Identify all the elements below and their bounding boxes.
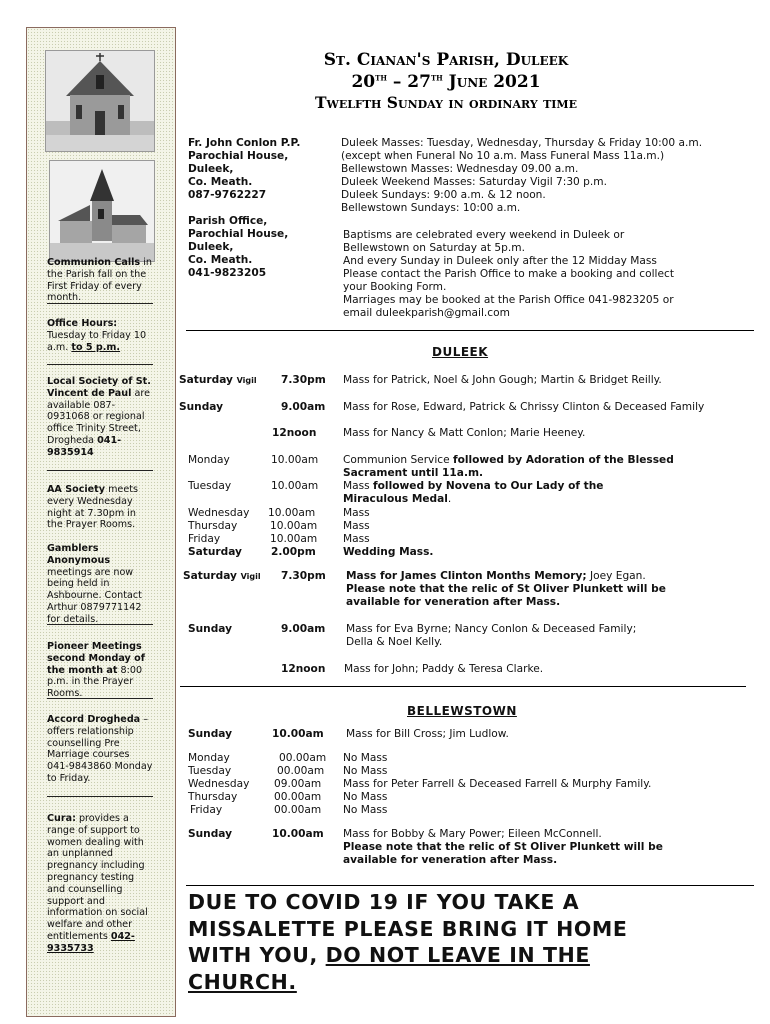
schedule-text: No Mass [343,752,388,764]
section-divider [186,330,754,331]
communion-calls-title: Communion Calls [47,257,141,268]
info-line: Duleek Sundays: 9:00 a.m. & 12 noon. [341,189,546,201]
svp-text: are available 087-0931068 or regional office Trinity Street, Drogheda [47,387,150,446]
sunday-title: Twelfth Sunday in ordinary time [315,93,577,112]
accord-text: – offers relationship counselling Pre Marriage courses 041-9843860 Monday to Friday. [47,714,153,784]
schedule-time: 10.00am [271,480,319,492]
ga-title: Gamblers Anonymous [47,543,111,566]
schedule-day: Sunday [179,401,224,413]
aa-society-note [47,484,153,531]
schedule-day: Sunday [188,828,233,840]
date-range [176,72,716,92]
schedule-day: Thursday [188,520,238,532]
schedule-text: No Mass [343,791,388,803]
accord-note [47,714,153,785]
covid-line: DUE TO COVID 19 IF YOU TAKE A [188,890,580,914]
contact-line: Parochial House, [188,150,289,162]
schedule-text: Communion Service followed by Adoration of the Blessed Sacrament until 11a.m. [343,454,674,479]
church-photo-bellewstown [49,160,155,262]
schedule-time: 09.00am [274,778,322,790]
schedule-day: Saturday Vigil [179,374,257,386]
schedule-day: Thursday [188,791,238,803]
duleek-heading: DULEEK [432,345,489,359]
communion-calls-note [47,257,153,304]
schedule-text: No Mass [343,765,388,777]
pioneer-note [47,641,153,700]
covid-line: WITH YOU, DO NOT LEAVE IN THE [188,943,590,967]
office-hours-title: Office Hours: [47,318,118,329]
schedule-time: 12noon [281,663,326,675]
schedule-text: Mass for Eva Byrne; Nancy Conlon & Deceased Family; Della & Noel Kelly. [346,623,637,648]
sidebar-divider [47,470,153,471]
schedule-text: Mass for Peter Farrell & Deceased Farrell & Murphy Family. [343,778,652,790]
aa-title: AA Society [47,484,106,495]
info-line: your Booking Form. [343,281,447,293]
schedule-day: Wednesday [188,507,250,519]
schedule-day: Wednesday [188,778,250,790]
covid-line: MISSALETTE PLEASE BRING IT HOME [188,916,628,941]
schedule-time: 10.00am [272,728,324,740]
schedule-text: Mass for Nancy & Matt Conlon; Marie Heeney. [343,427,586,439]
section-divider [186,885,754,886]
schedule-text: Mass for Patrick, Noel & John Gough; Martin & Bridget Reilly. [343,374,662,386]
schedule-day: Tuesday [188,480,232,492]
schedule-time: 10.00am [270,520,318,532]
schedule-day: Saturday [188,546,242,558]
schedule-day: Friday [190,804,223,816]
info-line: Marriages may be booked at the Parish Office 041-9823205 or [343,294,674,306]
contact-line: Fr. John Conlon P.P. [188,137,301,149]
church-photo-duleek [45,50,155,152]
schedule-time: 9.00am [281,623,326,635]
schedule-text: Mass for John; Paddy & Teresa Clarke. [344,663,544,675]
contact-line: Co. Meath. [188,176,253,188]
info-line: Bellewstown Masses: Wednesday 09.00 a.m. [341,163,579,175]
info-line: Duleek Masses: Tuesday, Wednesday, Thursday & Friday 10:00 a.m. [341,137,703,149]
schedule-text: Mass [343,533,370,545]
schedule-time: 9.00am [281,401,326,413]
info-line: Please contact the Parish Office to make a booking and collect [343,268,674,280]
schedule-text: Mass for Bill Cross; Jim Ludlow. [346,728,509,740]
schedule-time: 7.30pm [281,374,326,386]
info-line: Bellewstown on Saturday at 5p.m. [343,242,525,254]
schedule-text: Mass for Bobby & Mary Power; Eileen McConnell. Please note that the relic of St Oliver Plunkett will be available for veneration after Mass. [343,828,663,866]
priest-contact [188,137,338,202]
info-line: (except when Funeral No 10 a.m. Mass Funeral Mass 11a.m.) [341,150,665,162]
schedule-day: Monday [188,454,230,466]
date-month: June 2021 [442,72,541,92]
accord-title: Accord Drogheda [47,714,141,725]
contact-line: Parish Office, [188,215,268,227]
schedule-day: Friday [188,533,221,545]
schedule-text: No Mass [343,804,388,816]
schedule-time: 00.00am [277,765,325,777]
contact-line: Co. Meath. [188,254,253,266]
contact-line: Parochial House, [188,228,289,240]
sidebar-divider [47,698,153,699]
cura-text: provides a range of support to women dealing with an unplanned pregnancy including pregnancy testing and counselling support and information on social welfare and other entitlements [47,813,148,942]
office-hours-note [47,318,153,353]
schedule-time: 10.00am [268,507,316,519]
schedule-time: 10.00am [272,828,324,840]
date-end: – 27 [386,72,431,92]
schedule-time: 10.00am [271,454,319,466]
covid-notice [188,889,708,995]
date-suffix: th [375,72,387,84]
date-start: 20 [351,72,376,92]
bellewstown-heading: BELLEWSTOWN [407,704,517,718]
schedule-time: 00.00am [274,804,322,816]
schedule-text: Mass for James Clinton Months Memory; Joey Egan. Please note that the relic of St Oliver Plunkett will be available for veneration after Mass. [346,570,666,608]
schedule-day: Monday [188,752,230,764]
office-contact [188,215,338,280]
pioneer-title: Pioneer Meetings second Monday of the month at [47,641,145,676]
gamblers-anonymous-note [47,543,153,626]
schedule-text: Mass [343,520,370,532]
schedule-time: 00.00am [274,791,322,803]
info-line: And every Sunday in Duleek only after the 12 Midday Mass [343,255,657,267]
schedule-time: 10.00am [270,533,318,545]
contact-line: Duleek, [188,163,234,175]
schedule-time: 12noon [272,427,317,439]
sidebar-divider [47,796,153,797]
covid-line: CHURCH. [188,969,297,994]
schedule-time: 2.00pm [271,546,316,558]
mass-times-info [341,137,761,215]
cura-note [47,813,153,955]
office-hours-text: Tuesday to Friday 10 a.m. [47,329,147,353]
cura-phone: 042-9335733 [47,930,135,954]
sidebar-divider [47,364,153,365]
schedule-text: Mass [343,507,370,519]
office-hours-end: to 5 p.m. [71,341,121,353]
info-line: Bellewstown Sundays: 10:00 a.m. [341,202,521,214]
schedule-day: Saturday Vigil [183,570,261,582]
contact-line: 041-9823205 [188,267,267,279]
schedule-day: Sunday [188,728,233,740]
schedule-day: Tuesday [188,765,232,777]
cura-title: Cura: [47,813,76,824]
communion-calls-text: in the Parish fall on the First Friday of every month. [47,257,152,304]
contact-line: 087-9762227 [188,189,267,201]
schedule-day: Sunday [188,623,233,635]
sidebar-divider [47,303,153,304]
contact-line: Duleek, [188,241,234,253]
ga-text: meetings are now being held in Ashbourne. Contact Arthur 0879771142 for details. [47,566,142,625]
section-divider [180,686,746,687]
info-line: Duleek Weekend Masses: Saturday Vigil 7:30 p.m. [341,176,607,188]
aa-text: meets every Wednesday night at 7.30pm in the Prayer Rooms. [47,484,138,531]
info-line: Baptisms are celebrated every weekend in Duleek or [343,229,625,241]
svp-note [47,376,153,459]
svp-phone: 041-9835914 [47,434,122,458]
sidebar [26,27,176,1017]
sidebar-divider [47,624,153,625]
schedule-time: 00.00am [279,752,327,764]
info-line: email duleekparish@gmail.com [343,307,510,319]
date-suffix: th [430,72,443,84]
schedule-text: Mass followed by Novena to Our Lady of the Miraculous Medal. [343,480,604,505]
baptism-info [343,229,753,320]
schedule-time: 7.30pm [281,570,326,582]
schedule-text: Wedding Mass. [343,546,434,558]
svp-title: Local Society of St. Vincent de Paul [47,376,151,399]
schedule-text: Mass for Rose, Edward, Patrick & Chrissy Clinton & Deceased Family [343,401,705,413]
pioneer-text: 8:00 p.m. in the Prayer Rooms. [47,664,143,700]
parish-title: St. Cianan's Parish, Duleek [323,50,569,70]
